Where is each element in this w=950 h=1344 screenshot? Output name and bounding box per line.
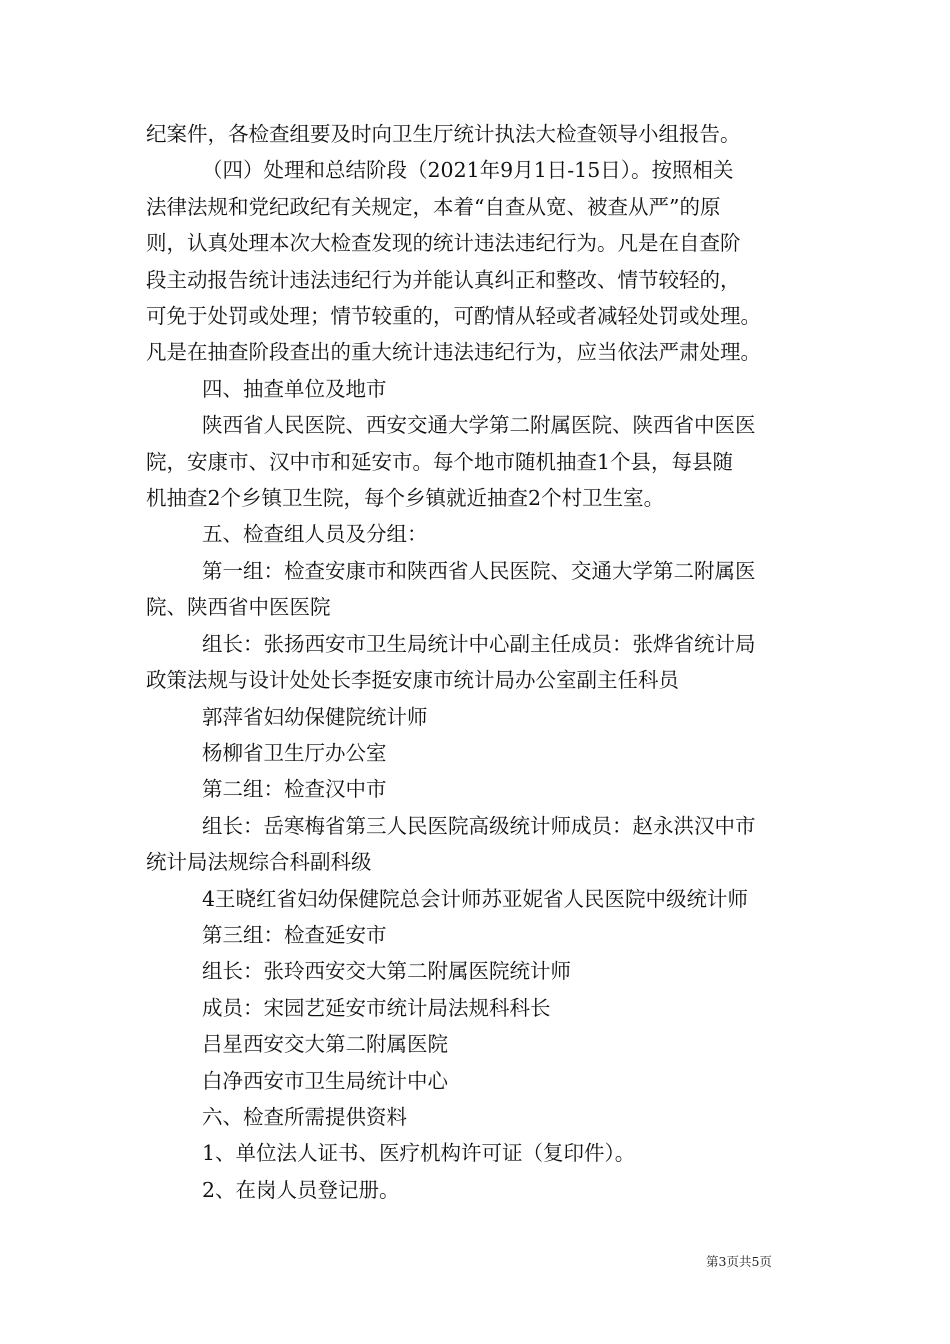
section-heading: 四、抽查单位及地市 (202, 376, 387, 401)
text-line: 法律法规和党纪政纪有关规定，本着“自查从宽、被查从严”的原 (146, 194, 721, 219)
document-body (146, 116, 814, 1208)
text-line: 组长：岳寒梅省第三人民医院高级统计师成员：赵永洪汉中市 (202, 813, 756, 838)
text-line: 院，安康市、汉中市和延安市。每个地市随机抽查1个县，每县随 (146, 449, 734, 474)
text-line: 段主动报告统计违法违纪行为并能认真纠正和整改、情节较轻的， (146, 267, 741, 292)
text-line: 凡是在抽查阶段查出的重大统计违法违纪行为，应当依法严肃处理。 (146, 340, 761, 365)
text-line: 组长：张扬西安市卫生局统计中心副主任成员：张烨省统计局 (202, 631, 756, 656)
text-line: 第二组：检查汉中市 (202, 777, 387, 802)
text-line: 第一组：检查安康市和陕西省人民医院、交通大学第二附属医 (202, 558, 756, 583)
text-line: 2、在岗人员登记册。 (202, 1177, 400, 1202)
text-line: 统计局法规综合科副科级 (146, 850, 372, 875)
text-line: 4王晓红省妇幼保健院总会计师苏亚妮省人民医院中级统计师 (202, 886, 749, 911)
text-line: 则，认真处理本次大检查发现的统计违法违纪行为。凡是在自查阶 (146, 231, 741, 256)
text-line: 纪案件，各检查组要及时向卫生厅统计执法大检查领导小组报告。 (146, 122, 741, 146)
text-line: 成员：宋园艺延安市统计局法规科科长 (202, 995, 551, 1020)
text-line: 组长：张玲西安交大第二附属医院统计师 (202, 959, 571, 984)
text-line: 政策法规与设计处处长李挺安康市统计局办公室副主任科员 (146, 668, 679, 693)
text-line: 1、单位法人证书、医疗机构许可证（复印件）。 (202, 1141, 636, 1166)
text-line: 陕西省人民医院、西安交通大学第二附属医院、陕西省中医医 (202, 413, 756, 438)
section-heading: 五、检查组人员及分组： (202, 522, 428, 547)
text-line: （四）处理和总结阶段（2021年9月1日-15日）。按照相关 (202, 158, 734, 183)
text-line: 杨柳省卫生厅办公室 (202, 740, 387, 765)
page-number-footer: 第3页共5页 (706, 1254, 772, 1269)
text-line: 白净西安市卫生局统计中心 (202, 1068, 448, 1093)
text-line: 机抽查2个乡镇卫生院，每个乡镇就近抽查2个村卫生室。 (146, 486, 665, 511)
text-line: 郭萍省妇幼保健院统计师 (202, 704, 428, 729)
section-heading: 六、检查所需提供资料 (202, 1104, 407, 1129)
text-line: 吕星西安交大第二附属医院 (202, 1032, 448, 1057)
text-line: 第三组：检查延安市 (202, 922, 387, 947)
text-line: 院、陕西省中医医院 (146, 595, 331, 620)
text-line: 可免于处罚或处理；情节较重的，可酌情从轻或者减轻处罚或处理。 (146, 304, 761, 329)
